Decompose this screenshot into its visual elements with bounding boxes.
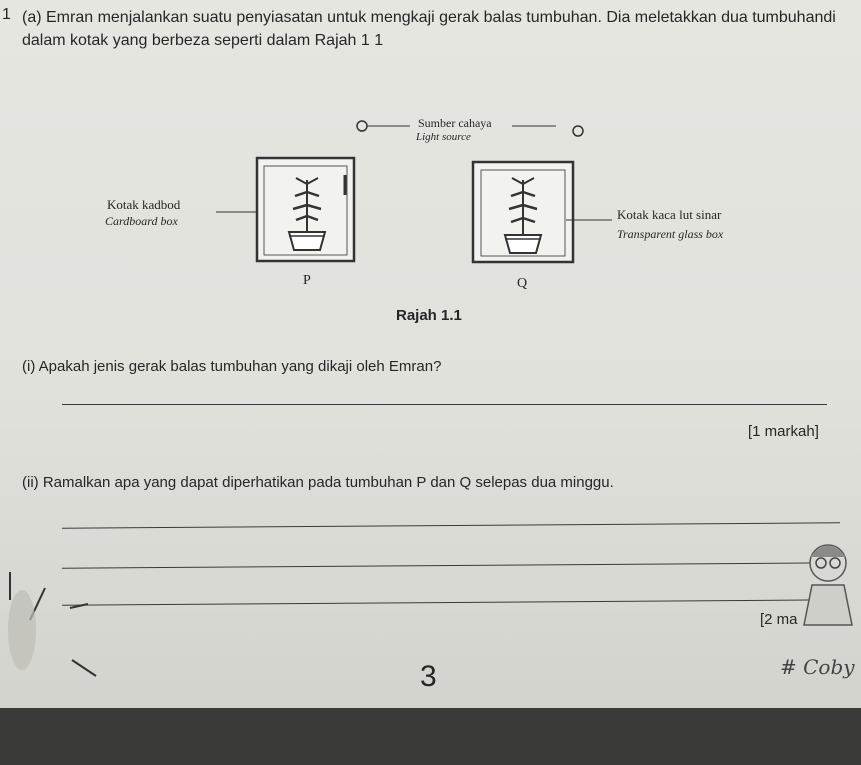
part-i-question: (i) Apakah jenis gerak balas tumbuhan yang dikaji oleh Emran?	[22, 358, 442, 375]
handwritten-scribble: # Coby	[780, 655, 855, 679]
part-ii-marks: [2 ma	[760, 611, 798, 628]
cardboard-box-p	[257, 158, 354, 261]
glass-box-label-en: Transparent glass box	[617, 227, 724, 241]
desk-edge	[0, 708, 861, 765]
question-intro: (a) Emran menjalankan suatu penyiasatan untuk mengkaji gerak balas tumbuhan. Dia meletakkan dua tumbuhandi dalam kotak yang berbeza seperti dalam Rajah 1 1	[22, 9, 836, 49]
light-source-label-en: Light source	[416, 131, 471, 143]
page-number: 3	[420, 660, 437, 693]
light-source-left-icon	[357, 121, 367, 131]
cartoon-sticker-icon	[800, 535, 861, 630]
cardboard-box-label-en: Cardboard box	[105, 214, 178, 228]
question-number: 1	[2, 6, 11, 23]
label-q: Q	[517, 276, 528, 291]
label-p: P	[303, 273, 311, 288]
light-source-right-icon	[573, 126, 583, 136]
part-i-marks: [1 markah]	[748, 423, 819, 440]
part-ii-question: (ii) Ramalkan apa yang dapat diperhatikan pada tumbuhan P dan Q selepas dua minggu.	[22, 474, 614, 491]
part-i-answer-line[interactable]	[62, 404, 827, 405]
figure-caption: Rajah 1.1	[396, 307, 462, 324]
glass-box-q	[473, 162, 573, 262]
cardboard-box-label: Kotak kadbod	[107, 197, 181, 212]
light-source-label: Sumber cahaya	[418, 116, 492, 130]
glass-box-label: Kotak kaca lut sinar	[617, 207, 722, 222]
margin-marks	[0, 560, 120, 700]
